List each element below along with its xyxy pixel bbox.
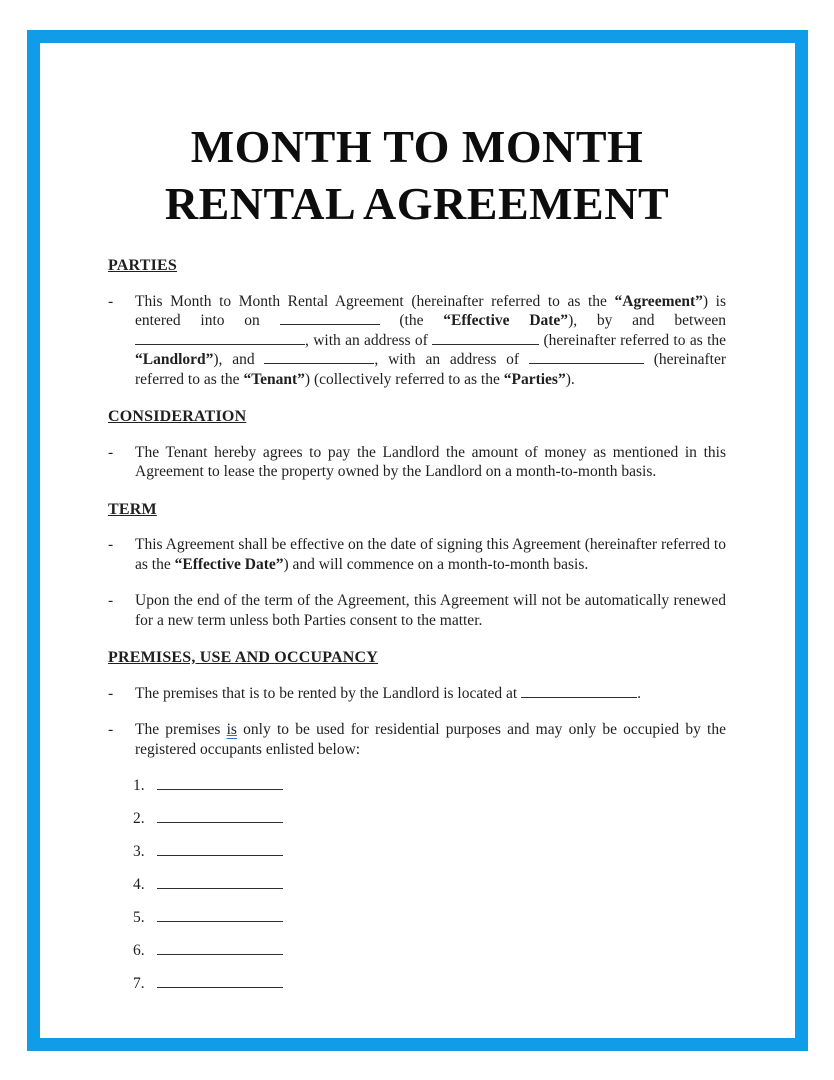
text-segment: ) (collectively referred to as the <box>304 370 504 388</box>
bullet-paragraph <box>108 292 726 390</box>
text-segment: Upon the end of the term of the Agreement, this Agreement will not be automatically renewed for a new term unless both Parties consent to the matter. <box>135 592 726 629</box>
bullet-text <box>135 443 726 482</box>
text-segment: “Effective Date” <box>443 312 569 329</box>
bullet-dash: - <box>108 592 114 609</box>
list-item-number: 1. <box>133 777 145 794</box>
text-segment: “Effective Date” <box>174 555 284 573</box>
fill-in-blank <box>529 350 644 364</box>
bullet-dash: - <box>108 292 114 310</box>
list-item-number: 4. <box>133 876 145 893</box>
text-segment: , with an address of <box>374 351 529 368</box>
occupant-list-item <box>133 908 726 928</box>
sections <box>108 256 726 994</box>
text-segment: is <box>226 721 237 738</box>
bullet-paragraph <box>108 720 726 759</box>
bullet-text <box>135 292 726 390</box>
bullet-paragraph <box>108 443 726 482</box>
fill-in-blank <box>157 875 283 889</box>
bullet-dash: - <box>108 721 114 738</box>
text-segment: ) is entered into on <box>135 292 726 329</box>
fill-in-blank <box>157 941 283 955</box>
list-item-number: 3. <box>133 843 145 860</box>
fill-in-blank <box>157 908 283 922</box>
bullet-paragraph <box>108 535 726 574</box>
text-segment: “Parties” <box>503 370 566 388</box>
fill-in-blank <box>432 331 539 345</box>
bullet-dash: - <box>108 536 114 553</box>
occupant-list-item <box>133 941 726 961</box>
section-heading: TERM <box>108 500 157 518</box>
bullet-paragraph <box>108 591 726 630</box>
section-heading: CONSIDERATION <box>108 408 247 425</box>
text-segment: ), and <box>213 351 265 368</box>
text-segment: “Tenant” <box>243 370 305 388</box>
document-content <box>108 0 726 1007</box>
fill-in-blank <box>264 350 374 364</box>
text-segment: The Tenant hereby agrees to pay the Landlord the amount of money as mentioned in this Agreement to lease the property owned by the Landlord on a month-to-month basis. <box>135 443 726 480</box>
section-heading: PREMISES, USE AND OCCUPANCY <box>108 649 379 666</box>
bullet-text <box>135 720 726 759</box>
text-segment: (the <box>379 312 444 329</box>
text-segment: (hereinafter referred to as the <box>135 351 726 388</box>
occupant-list-item <box>133 809 726 829</box>
text-segment: (hereinafter referred to as the <box>539 331 726 349</box>
occupant-list-item <box>133 776 726 796</box>
occupant-list-item <box>133 974 726 994</box>
list-item-number: 7. <box>133 975 145 992</box>
text-segment: only to be used for residential purposes and may only be occupied by the registered occupants enlisted below: <box>135 721 726 758</box>
document-title-line1: MONTH TO MONTH <box>190 121 644 172</box>
text-segment: The premises <box>135 721 227 738</box>
text-segment: ) and will commence on a month-to-month basis. <box>283 555 589 573</box>
fill-in-blank <box>157 974 283 988</box>
fill-in-blank <box>280 311 380 325</box>
occupant-list-item <box>133 842 726 862</box>
list-item-number: 2. <box>133 810 145 827</box>
text-segment: ). <box>565 370 575 388</box>
document-title-line2: RENTAL AGREEMENT <box>164 178 670 229</box>
list-item-number: 5. <box>133 909 145 926</box>
bullet-text <box>135 535 726 574</box>
fill-in-blank <box>135 331 305 345</box>
bullet-dash: - <box>108 443 114 461</box>
fill-in-blank <box>157 776 283 790</box>
text-segment: “Landlord” <box>135 351 214 368</box>
text-segment: This Agreement shall be effective on the date of signing this Agreement (hereinafter referred to as the <box>135 536 726 573</box>
list-item-number: 6. <box>133 942 145 959</box>
occupant-list-item <box>133 875 726 895</box>
text-segment: “Agreement” <box>614 292 703 310</box>
fill-in-blank <box>521 684 637 698</box>
bullet-text <box>135 591 726 630</box>
fill-in-blank <box>157 809 283 823</box>
bullet-paragraph <box>108 684 726 704</box>
text-segment: This Month to Month Rental Agreement (hereinafter referred to as the <box>135 292 615 310</box>
text-segment: . <box>637 684 641 702</box>
bullet-text <box>135 684 726 704</box>
section-heading: PARTIES <box>108 257 178 274</box>
document-title <box>108 118 726 232</box>
text-segment: The premises that is to be rented by the Landlord is located at <box>135 684 522 702</box>
fill-in-blank <box>157 842 283 856</box>
text-segment: ), by and between <box>568 312 726 329</box>
bullet-dash: - <box>108 684 114 702</box>
occupants-list <box>108 776 726 994</box>
text-segment: , with an address of <box>305 331 433 349</box>
